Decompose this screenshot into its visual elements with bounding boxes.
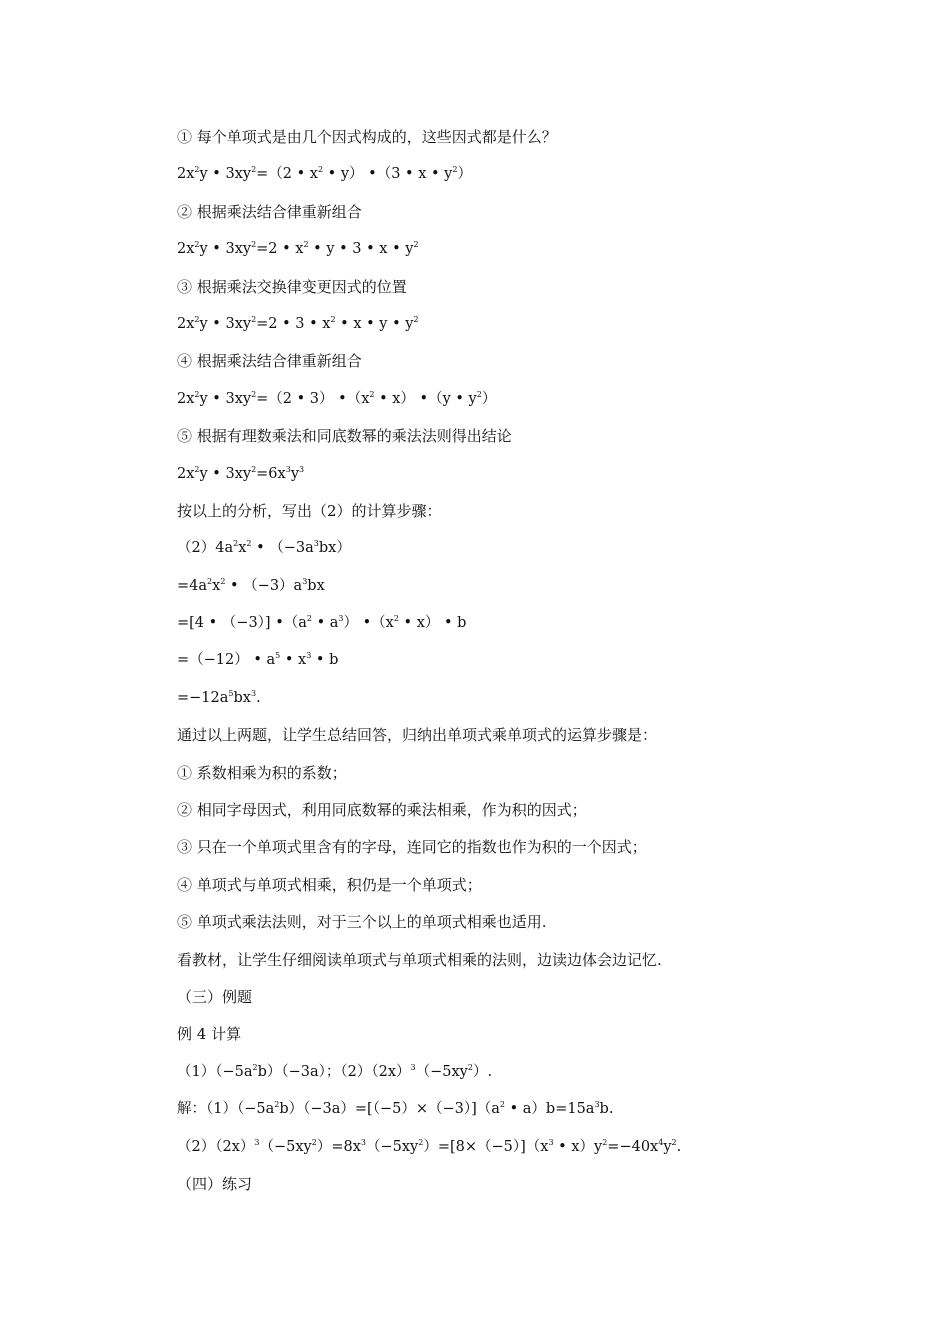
text-line: ③ 只在一个单项式里含有的字母，连同它的指数也作为积的一个因式； [177, 838, 647, 857]
text-line: ② 相同字母因式，利用同底数幂的乘法相乘，作为积的因式； [177, 801, 587, 820]
math-line: $2x^2y$ • $3xy^2=(2$ • 3） $•(x^2$ • x） •（y • $y^2$） [177, 389, 497, 407]
math-line: $2x^2y$ • $3xy^2=2$ • 3 • $x^2$ • x • y • $y^2$ [177, 314, 419, 332]
text-line: ⑤ 单项式乘法法则，对于三个以上的单项式相乘也适用. [177, 913, 547, 932]
text-line: ④ 单项式与单项式相乘，积仍是一个单项式； [177, 875, 482, 894]
math-line: =[4 • （−3）] $•(a^2$ • $a^3$） $•(x^2$ • x） • b [177, 614, 467, 632]
math-line: 解：$(1)(-5a^2b)(-3a)=[(-5)\times(-3)](a^2$ • $a)b=15a^3b$. [177, 1100, 614, 1118]
text-line: ① 系数相乘为积的系数； [177, 763, 347, 782]
math-line: $(1)(-5a^2b)(-3a)$；$(2)(2x)^3(-5xy^2)$. [177, 1062, 493, 1080]
text-line: ② 根据乘法结合律重新组合 [177, 202, 362, 221]
math-line: $2x^2y$ • $3xy^2=(2$ • $x^2$ • y） •（3 • x • $y^2$） [177, 165, 472, 183]
math-line: $=-12a^5bx^3$. [177, 688, 261, 706]
text-line: 通过以上两题，让学生总结回答，归纳出单项式乘单项式的运算步骤是： [177, 726, 658, 745]
text-line: （四）练习 [177, 1174, 253, 1193]
text-line: ④ 根据乘法结合律重新组合 [177, 352, 362, 371]
math-line: $2x^2y$ • $3xy^2=2$ • $x^2$ • y • 3 • x • $y^2$ [177, 240, 419, 258]
math-line: $(2)4a^2x^2$ • $(-3a^3bx)$ [177, 539, 351, 557]
text-line: （三）例题 [177, 987, 253, 1006]
text-line: ⑤ 根据有理数乘法和同底数幂的乘法法则得出结论 [177, 427, 512, 446]
text-line: 按以上的分析，写出（2）的计算步骤： [177, 501, 442, 520]
math-line: $=4a^2x^2$ • $(-3)a^3bx$ [177, 576, 325, 594]
text-line: 看教材，让学生仔细阅读单项式与单项式相乘的法则，边读边体会边记忆. [177, 950, 662, 969]
text-line: ③ 根据乘法交换律变更因式的位置 [177, 277, 407, 296]
text-line: ① 每个单项式是由几个因式构成的，这些因式都是什么？ [177, 128, 557, 146]
math-line: $(2)(2x)^3(-5xy^2)=8x^3(-5xy^2)=[8\times(-5)](x^3$ • $x)y^2=-40x^4y^2$. [177, 1137, 682, 1155]
math-line: =（−12） • $a^5$ • $x^3$ • b [177, 651, 339, 669]
text-line: 例 4 计算 [177, 1025, 242, 1044]
math-line: $2x^2y$ • $3xy^2=6x^3y^3$ [177, 464, 305, 482]
document-body [177, 125, 797, 1209]
